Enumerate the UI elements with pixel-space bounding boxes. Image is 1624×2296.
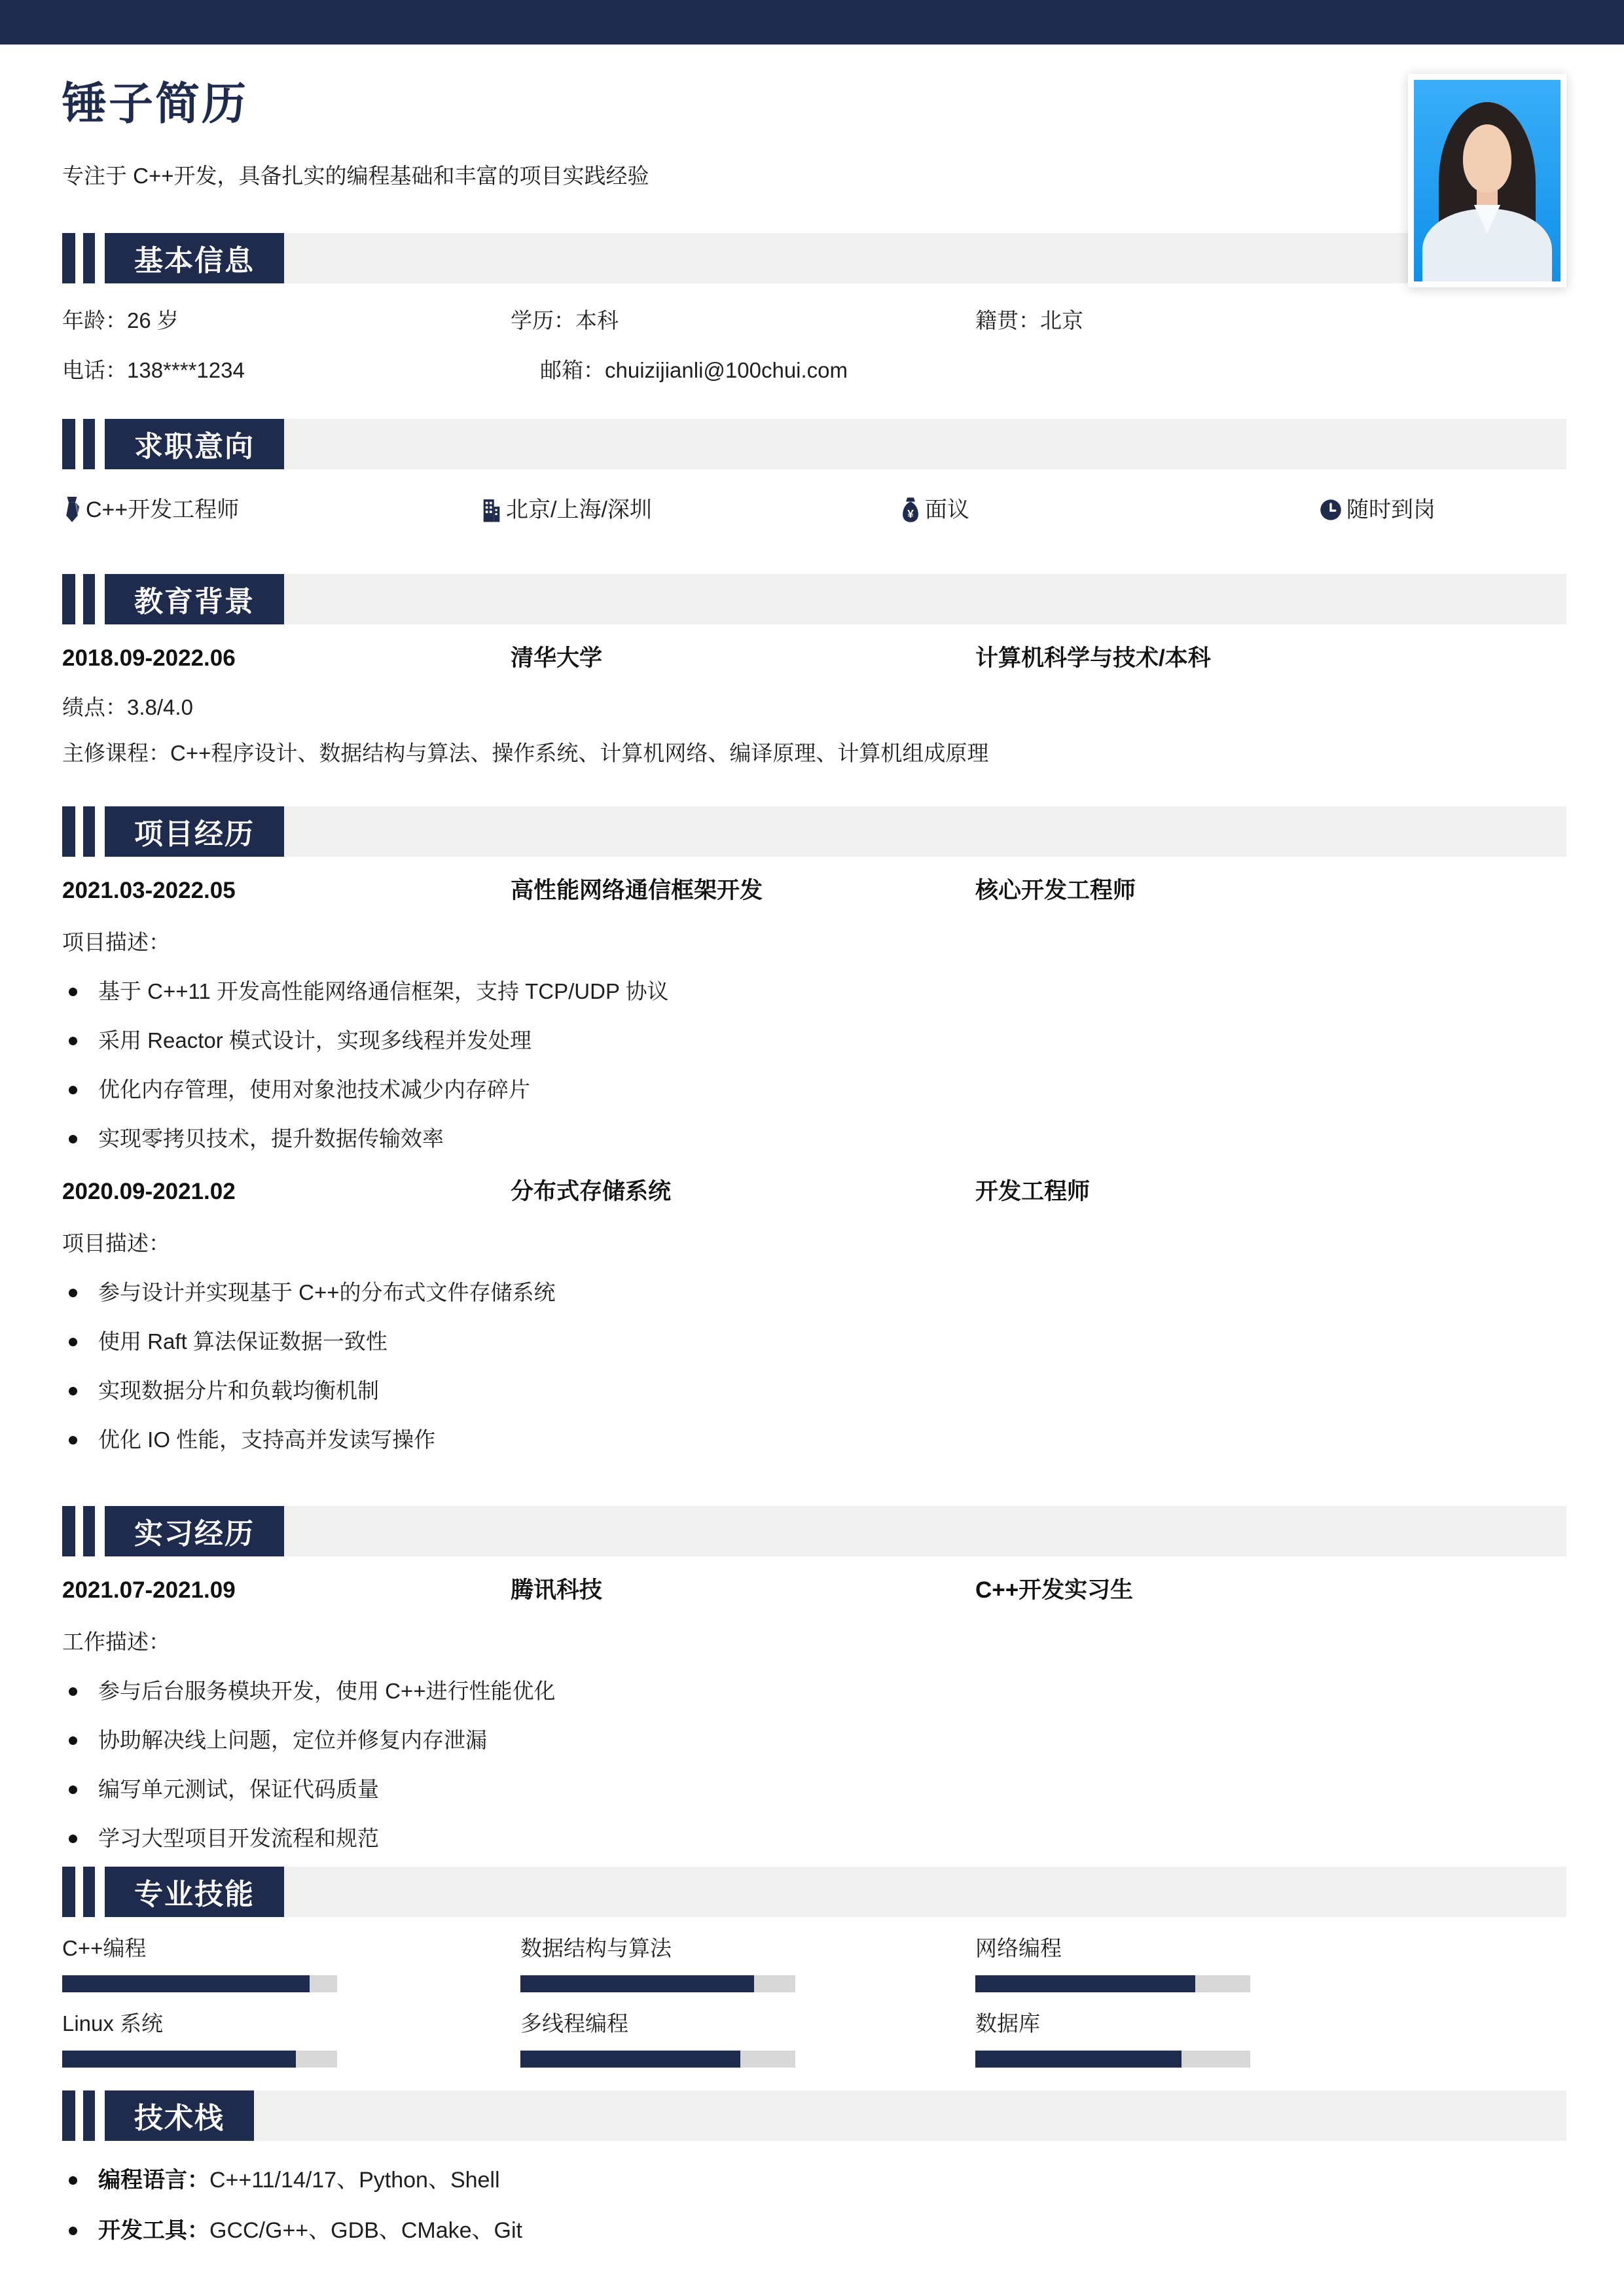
section-header-fill [284, 574, 1566, 624]
internship-bullet: 编写单元测试，保证代码质量 [62, 1776, 1566, 1803]
section-header-education [62, 574, 1566, 624]
project-name: 高性能网络通信框架开发 [511, 877, 763, 903]
internship-date: 2021.07-2021.09 [62, 1577, 236, 1603]
tech-stack-item [62, 2166, 1566, 2195]
section-title-basic-info: 基本信息 [105, 233, 284, 283]
intent-salary-label: 面议 [925, 497, 969, 522]
tech-stack-value: GCC/G++、GDB、CMake、Git [209, 2217, 522, 2243]
section-accent-bar [83, 1867, 95, 1917]
education-gpa: 绩点：3.8/4.0 [62, 694, 193, 719]
job-intent-row [62, 495, 1566, 524]
skill-bar-fill [62, 1975, 310, 1992]
section-header-internship [62, 1506, 1566, 1556]
education-date: 2018.09-2022.06 [62, 645, 236, 671]
section-accent-bar [83, 574, 95, 624]
section-header-fill [284, 233, 1566, 283]
project-role: 开发工程师 [975, 1178, 1091, 1204]
section-title-skills: 专业技能 [105, 1867, 284, 1917]
section-title-tech-stack: 技术栈 [105, 2090, 254, 2141]
tech-stack-label: 编程语言： [98, 2167, 209, 2193]
skill-bar-fill [975, 1975, 1195, 1992]
section-accent-bar [62, 1506, 75, 1556]
education-major: 计算机科学与技术/本科 [975, 645, 1211, 671]
skills-row-1 [62, 1917, 1566, 1962]
skills-bars-1 [62, 1962, 1566, 1992]
section-accent-bar [83, 1506, 95, 1556]
internship-desc-label: 工作描述： [62, 1629, 170, 1654]
basic-info-degree: 学历：本科 [511, 308, 619, 332]
section-accent-bar [62, 233, 75, 283]
intent-availability-label: 随时到岗 [1346, 497, 1435, 522]
project-role: 核心开发工程师 [975, 877, 1136, 903]
section-accent-bar [62, 419, 75, 469]
internship-entry-row [62, 1576, 1566, 1605]
section-accent-bar [62, 806, 75, 857]
project-bullet: 参与设计并实现基于 C++的分布式文件存储系统 [62, 1279, 1566, 1306]
intent-city-label: 北京/上海/深圳 [506, 497, 652, 522]
skill-name: 网络编程 [975, 1935, 1062, 1960]
education-courses: 主修课程：C++程序设计、数据结构与算法、操作系统、计算机网络、编译原理、计算机组成原理 [62, 740, 989, 765]
top-accent-bar [0, 0, 1624, 45]
section-title-job-intent: 求职意向 [105, 419, 284, 469]
project-entry-row [62, 1177, 1566, 1206]
skill-bar [520, 2051, 795, 2068]
section-accent-bar [83, 419, 95, 469]
section-accent-bar [83, 806, 95, 857]
section-header-fill [254, 2090, 1566, 2141]
basic-info-email: 邮箱：chuizijianli@100chui.com [540, 357, 848, 382]
intent-position [62, 495, 481, 524]
project-bullet: 实现数据分片和负载均衡机制 [62, 1377, 1566, 1405]
education-entry-row [62, 644, 1566, 673]
skills-row-2 [62, 1992, 1566, 2037]
education-school: 清华大学 [511, 645, 603, 671]
section-title-internship: 实习经历 [105, 1506, 284, 1556]
internship-role: C++开发实习生 [975, 1577, 1134, 1603]
skill-bar-fill [62, 2051, 296, 2068]
basic-info-phone: 电话：138****1234 [62, 357, 245, 382]
project-bullet: 基于 C++11 开发高性能网络通信框架，支持 TCP/UDP 协议 [62, 978, 1566, 1005]
section-accent-bar [83, 233, 95, 283]
section-header-basic-info [62, 233, 1566, 283]
profile-photo [1408, 74, 1566, 287]
section-accent-bar [62, 574, 75, 624]
skill-bar [975, 2051, 1250, 2068]
skill-name: C++编程 [62, 1935, 147, 1960]
project-bullet: 采用 Reactor 模式设计，实现多线程并发处理 [62, 1027, 1566, 1054]
section-header-job-intent [62, 419, 1566, 469]
skill-bar-fill [520, 1975, 754, 1992]
clock-icon [1319, 498, 1343, 522]
project-desc-label: 项目描述： [62, 929, 170, 954]
section-header-fill [284, 1506, 1566, 1556]
internship-company: 腾讯科技 [511, 1577, 603, 1603]
project-date: 2020.09-2021.02 [62, 1178, 236, 1204]
internship-bullet: 参与后台服务模块开发，使用 C++进行性能优化 [62, 1677, 1566, 1705]
project-name: 分布式存储系统 [511, 1178, 672, 1204]
section-title-projects: 项目经历 [105, 806, 284, 857]
project-entry-row [62, 876, 1566, 905]
project-desc-label: 项目描述： [62, 1230, 170, 1255]
basic-info-hometown: 籍贯：北京 [975, 308, 1083, 332]
intent-position-label: C++开发工程师 [86, 497, 240, 522]
skills-bars-2 [62, 2037, 1566, 2068]
skill-bar-fill [520, 2051, 740, 2068]
project-bullet: 使用 Raft 算法保证数据一致性 [62, 1328, 1566, 1355]
intent-salary [900, 495, 1319, 524]
section-accent-bar [83, 2090, 95, 2141]
section-header-fill [284, 1867, 1566, 1917]
section-accent-bar [62, 2090, 75, 2141]
section-title-education: 教育背景 [105, 574, 284, 624]
building-icon [481, 497, 502, 522]
section-header-fill [284, 806, 1566, 857]
skill-bar [62, 2051, 337, 2068]
profile-photo-image [1414, 80, 1561, 281]
skill-bar [62, 1975, 337, 1992]
intent-city [481, 495, 900, 524]
tech-stack-label: 开发工具： [98, 2217, 209, 2243]
necktie-icon [62, 497, 82, 523]
intent-availability [1319, 495, 1566, 524]
basic-info-row-1 [62, 307, 1566, 334]
project-date: 2021.03-2022.05 [62, 877, 236, 903]
money-bag-icon [900, 497, 921, 523]
page-subtitle: 专注于 C++开发，具备扎实的编程基础和丰富的项目实践经验 [62, 164, 649, 188]
photo-face-shape [1463, 124, 1511, 193]
internship-bullet: 学习大型项目开发流程和规范 [62, 1825, 1566, 1852]
section-header-fill [284, 419, 1566, 469]
skill-name: 数据结构与算法 [520, 1935, 672, 1960]
section-header-tech-stack [62, 2090, 1566, 2141]
section-header-projects [62, 806, 1566, 857]
project-bullet: 实现零拷贝技术，提升数据传输效率 [62, 1125, 1566, 1153]
page-title: 锤子简历 [62, 79, 249, 129]
skill-bar [975, 1975, 1250, 1992]
skill-name: 多线程编程 [520, 2011, 628, 2036]
basic-info-row-2 [62, 357, 1566, 384]
tech-stack-value: C++11/14/17、Python、Shell [209, 2167, 500, 2193]
svg-text:¥: ¥ [907, 507, 914, 520]
skill-bar [520, 1975, 795, 1992]
skill-name: Linux 系统 [62, 2011, 164, 2036]
skill-bar-fill [975, 2051, 1182, 2068]
project-bullet: 优化内存管理，使用对象池技术减少内存碎片 [62, 1076, 1566, 1103]
section-accent-bar [62, 1867, 75, 1917]
skill-name: 数据库 [975, 2011, 1040, 2036]
basic-info-age: 年龄：26 岁 [62, 308, 179, 332]
section-header-skills [62, 1867, 1566, 1917]
tech-stack-item [62, 2216, 1566, 2245]
project-bullet: 优化 IO 性能，支持高并发读写操作 [62, 1426, 1566, 1454]
internship-bullet: 协助解决线上问题，定位并修复内存泄漏 [62, 1727, 1566, 1754]
